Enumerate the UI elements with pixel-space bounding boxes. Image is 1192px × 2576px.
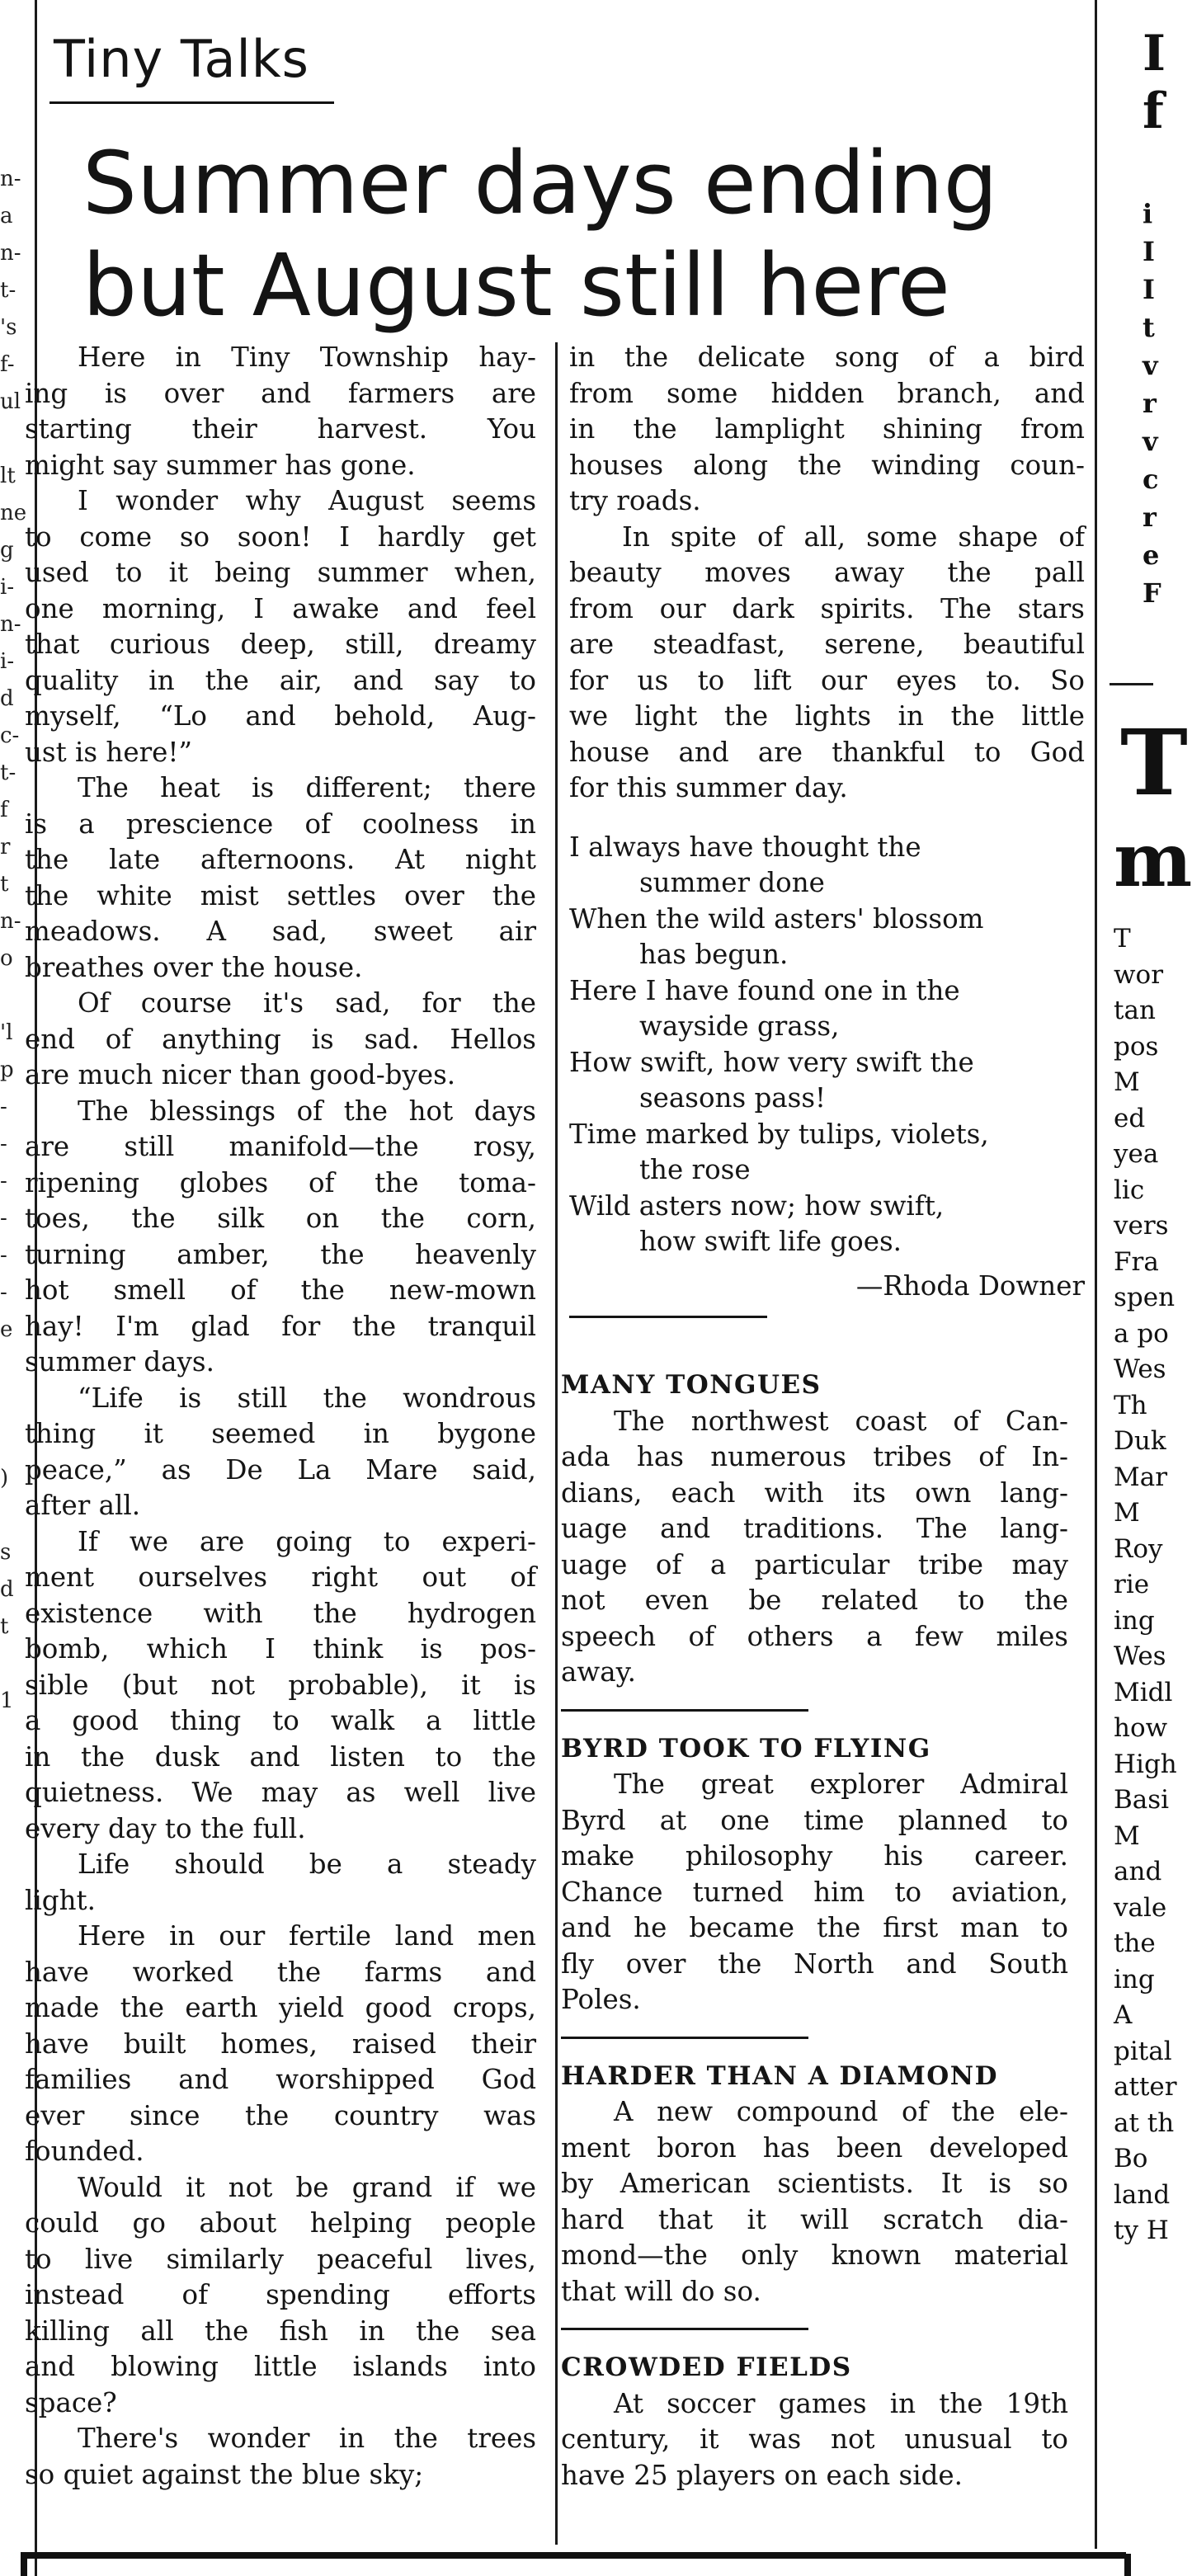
short-item-line: uage and traditions. The lang- xyxy=(561,1513,1068,1544)
right-fragment: M xyxy=(1114,1498,1140,1528)
article-line: the late afternoons. At night xyxy=(25,844,536,875)
right-fragment: vers xyxy=(1114,1211,1169,1241)
left-fragment: f- xyxy=(0,352,15,377)
short-item-line: have 25 players on each side. xyxy=(561,2459,963,2491)
article-line: end of anything is sad. Hellos xyxy=(25,1023,536,1055)
short-item-line: speech of others a few miles xyxy=(561,1620,1068,1652)
short-item-headline: MANY TONGUES xyxy=(561,1370,822,1400)
poem xyxy=(569,830,1085,1260)
left-fragment: 'l xyxy=(0,1020,13,1045)
left-fragment xyxy=(0,1868,25,1905)
left-fragment: e xyxy=(0,1317,13,1342)
section-divider xyxy=(569,1316,767,1318)
article-line: myself, “Lo and behold, Aug- xyxy=(25,700,536,732)
article-line: used to it being summer when, xyxy=(25,557,536,588)
left-fragment: - xyxy=(0,1206,7,1231)
right-fragment: Midl xyxy=(1114,1677,1173,1707)
left-fragment: a xyxy=(0,204,13,228)
right-fragment: ed xyxy=(1114,1103,1146,1133)
article-line: are steadfast, serene, beautiful xyxy=(569,629,1085,660)
article-line: is a prescience of coolness in xyxy=(25,808,536,840)
right-fragment: spen xyxy=(1114,1283,1176,1312)
short-item-body xyxy=(561,2386,1068,2494)
article-line: have worked the farms and xyxy=(25,1956,536,1988)
short-item-line: dians, each with its own lang- xyxy=(561,1476,1068,1509)
article-line: in the lamplight shining from xyxy=(569,413,1085,445)
article-line: In spite of all, some shape of xyxy=(622,520,1085,553)
left-fragment xyxy=(0,1794,25,1831)
article-line: one morning, I awake and feel xyxy=(25,592,536,624)
headline-line-2: but August still here xyxy=(82,235,950,336)
article-line: summer days. xyxy=(25,1346,214,1377)
right-fragment: i xyxy=(1143,198,1153,229)
short-item-line: Chance turned him to aviation, xyxy=(561,1876,1068,1908)
article-line: killing all the fish in the sea xyxy=(25,2315,536,2347)
left-fragment: - xyxy=(0,1169,7,1194)
article-line: “Life is still the wondrous xyxy=(78,1382,536,1414)
right-fragment: Roy xyxy=(1114,1533,1163,1564)
kicker-label: Tiny Talks xyxy=(54,29,309,89)
right-fragment: lic xyxy=(1114,1175,1145,1205)
article-line: thing it seemed in bygone xyxy=(25,1418,536,1449)
left-fragment xyxy=(0,1720,25,1757)
left-fragment xyxy=(0,977,25,1015)
right-fragment: yea xyxy=(1114,1139,1159,1169)
article-line: ment ourselves right out of xyxy=(25,1561,536,1593)
article-line: house and are thankful to God xyxy=(569,736,1085,768)
left-fragment: t- xyxy=(0,761,16,785)
short-item-line: fly over the North and South xyxy=(561,1947,1068,1980)
article-line: Life should be a steady xyxy=(78,1848,536,1880)
right-fragment: how xyxy=(1114,1713,1168,1743)
right-fragment: Wes xyxy=(1114,1641,1166,1671)
article-line: Here in our fertile land men xyxy=(78,1920,536,1952)
short-item-headline: BYRD TOOK TO FLYING xyxy=(561,1733,931,1764)
article-line: breathes over the house. xyxy=(25,951,363,983)
headline-line-1: Summer days ending xyxy=(82,133,998,233)
left-fragment xyxy=(0,1386,25,1423)
short-item-line: A new compound of the ele- xyxy=(614,2096,1068,2127)
poem-line: Here I have found one in the xyxy=(569,974,960,1006)
right-fragment: t xyxy=(1143,312,1155,343)
article-line: founded. xyxy=(25,2136,144,2167)
right-fragment: m xyxy=(1114,817,1192,904)
article-line: Of course it's sad, for the xyxy=(78,987,536,1019)
right-fragment: Wes xyxy=(1114,1354,1166,1384)
article-line: from our dark spirits. The stars xyxy=(569,592,1085,624)
right-fragment: r xyxy=(1143,502,1157,533)
article-line: hot smell of the new-mown xyxy=(25,1274,536,1306)
article-line: bomb, which I think is pos- xyxy=(25,1633,536,1665)
article-line: I wonder why August seems xyxy=(78,485,536,516)
article-line: The heat is different; there xyxy=(78,772,536,803)
article-line: ust is here!” xyxy=(25,736,193,768)
left-fragment: t xyxy=(0,1614,9,1639)
right-fragment: v xyxy=(1143,350,1158,381)
article-line: houses along the winding coun- xyxy=(569,449,1085,481)
right-fragment: I xyxy=(1143,25,1166,82)
right-fragment: F xyxy=(1143,577,1161,609)
right-fragment: r xyxy=(1143,388,1157,419)
right-fragment: Bo xyxy=(1114,2144,1148,2173)
article-line: quietness. We may as well live xyxy=(25,1777,536,1808)
right-fragment: c xyxy=(1143,464,1159,495)
left-fragment: t xyxy=(0,872,9,897)
right-fragment: pos xyxy=(1114,1031,1159,1062)
article-line: quality in the air, and say to xyxy=(25,664,536,696)
right-fragment: Duk xyxy=(1114,1426,1166,1456)
article-line: to live similarly peaceful lives, xyxy=(25,2243,536,2275)
section-divider xyxy=(561,1709,808,1712)
poem-line: how swift life goes. xyxy=(639,1226,902,1257)
article-line: we light the lights in the little xyxy=(569,700,1085,732)
left-fragment xyxy=(0,1831,25,1868)
left-fragment xyxy=(0,1646,25,1683)
article-line: ing is over and farmers are xyxy=(25,377,536,409)
article-line: If we are going to experi- xyxy=(78,1525,536,1557)
left-fragment: ul xyxy=(0,389,21,414)
left-fragment: d xyxy=(0,1577,14,1602)
article-line: instead of spending efforts xyxy=(25,2279,536,2310)
short-item-line: At soccer games in the 19th xyxy=(614,2387,1068,2419)
article-line: that curious deep, still, dreamy xyxy=(25,629,536,660)
right-fragment: Fra xyxy=(1114,1246,1159,1277)
short-item-line: away. xyxy=(561,1656,636,1688)
article-line: every day to the full. xyxy=(25,1812,306,1844)
kicker-underline xyxy=(49,101,334,104)
article-line: could go about helping people xyxy=(25,2207,536,2239)
article-line: ripening globes of the toma- xyxy=(25,1166,536,1199)
article-line: a good thing to walk a little xyxy=(25,1705,536,1736)
article-line: hay! I'm glad for the tranquil xyxy=(25,1310,536,1342)
article-line: ever since the country was xyxy=(25,2099,536,2131)
left-fragment: n- xyxy=(0,167,21,191)
article-line: space? xyxy=(25,2386,117,2418)
article-column-left xyxy=(25,340,536,2493)
article-line: the white mist settles over the xyxy=(25,879,536,911)
left-fragment: - xyxy=(0,1095,7,1119)
article-line: There's wonder in the trees xyxy=(78,2423,536,2454)
right-fragment: atter xyxy=(1114,2072,1177,2102)
right-fragment: ty H xyxy=(1114,2216,1169,2245)
left-fragment: t- xyxy=(0,278,16,303)
article-line: after all. xyxy=(25,1490,141,1521)
right-fragment: wor xyxy=(1114,959,1164,990)
article-line: The blessings of the hot days xyxy=(78,1095,536,1127)
bottom-box xyxy=(21,2554,1131,2576)
short-item-line: not even be related to the xyxy=(561,1585,1068,1616)
left-fragment: i- xyxy=(0,649,15,674)
article-line: in the delicate song of a bird xyxy=(569,341,1085,373)
left-fragment: c- xyxy=(0,723,20,748)
short-item-line: ada has numerous tribes of In- xyxy=(561,1441,1068,1472)
article-line: for this summer day. xyxy=(569,772,848,803)
right-fragment: v xyxy=(1143,426,1158,457)
right-fragment: Mar xyxy=(1114,1462,1168,1492)
article-line: starting their harvest. You xyxy=(25,413,536,445)
article-continuation xyxy=(569,340,1085,807)
left-fragment: 's xyxy=(0,315,17,340)
article-line: toes, the silk on the corn, xyxy=(25,1203,536,1234)
article-line: to come so soon! I hardly get xyxy=(25,520,536,553)
article-line: might say summer has gone. xyxy=(25,449,416,481)
left-fragment: i- xyxy=(0,575,15,600)
article-line: beauty moves away the pall xyxy=(569,557,1085,588)
right-fragment: ing xyxy=(1114,1964,1155,1994)
poem-line: seasons pass! xyxy=(639,1082,827,1114)
left-fragment: - xyxy=(0,1243,7,1268)
right-fragment: ing xyxy=(1114,1605,1155,1636)
poem-line: the rose xyxy=(639,1154,751,1185)
short-item-line: The northwest coast of Can- xyxy=(614,1405,1068,1437)
right-fragment: High xyxy=(1114,1749,1177,1779)
article-line: Would it not be grand if we xyxy=(78,2171,536,2203)
article-line: in the dusk and listen to the xyxy=(25,1740,536,1773)
left-fragment: n- xyxy=(0,909,21,934)
right-fragment: T xyxy=(1120,709,1188,816)
poem-line: How swift, how very swift the xyxy=(569,1046,974,1078)
article-line: and blowing little islands into xyxy=(25,2351,536,2382)
right-fragment: Th xyxy=(1114,1390,1147,1420)
left-fragment: ) xyxy=(0,1466,9,1491)
left-fragment: 1 xyxy=(0,1688,14,1713)
left-fragment: r xyxy=(0,835,11,859)
right-fragment: tan xyxy=(1114,996,1156,1025)
article-line: so quiet against the blue sky; xyxy=(25,2458,424,2490)
left-fragment: lt xyxy=(0,464,16,488)
article-line: meadows. A sad, sweet air xyxy=(25,916,536,947)
article-line: sible (but not probable), it is xyxy=(25,1669,536,1701)
article-line: try roads. xyxy=(569,485,701,516)
right-fragment: M xyxy=(1114,1820,1140,1851)
right-fragment: the xyxy=(1114,1928,1156,1958)
section-divider xyxy=(561,2037,808,2039)
left-fragment xyxy=(0,1349,25,1386)
left-fragment: f xyxy=(0,798,8,822)
poem-line: Time marked by tulips, violets, xyxy=(569,1118,989,1150)
left-fragment: g xyxy=(0,538,14,563)
article-line: made the earth yield good crops, xyxy=(25,1992,536,2023)
right-fragment: e xyxy=(1143,539,1160,571)
section-divider xyxy=(561,2328,808,2330)
short-item-line: The great explorer Admiral xyxy=(614,1768,1068,1800)
poem-attribution: —Rhoda Downer xyxy=(855,1269,1085,1302)
short-items-column xyxy=(561,1368,1068,2494)
left-fragment: ne xyxy=(0,501,27,525)
left-fragment: s xyxy=(0,1540,12,1565)
poem-line: summer done xyxy=(639,867,825,898)
short-item-line: uage of a particular tribe may xyxy=(561,1548,1068,1580)
left-fragment: - xyxy=(0,1280,7,1305)
left-fragment xyxy=(0,1757,25,1794)
short-item-line: make philosophy his career. xyxy=(561,1840,1068,1872)
right-fragment: I xyxy=(1143,274,1155,305)
left-fragment: p xyxy=(0,1057,14,1082)
right-fragment: land xyxy=(1114,2179,1171,2210)
left-fragment xyxy=(0,1497,25,1534)
left-fragment: - xyxy=(0,1132,7,1156)
right-fragment: and xyxy=(1114,1857,1162,1886)
right-fragment: pital xyxy=(1114,2036,1172,2066)
short-item-headline: HARDER THAN A DIAMOND xyxy=(561,2060,999,2091)
article-line: have built homes, raised their xyxy=(25,2027,536,2060)
short-item-body xyxy=(561,2094,1068,2310)
right-section-rule xyxy=(1110,683,1153,685)
right-fragment: A xyxy=(1114,2000,1133,2030)
article-line: for us to lift our eyes to. So xyxy=(569,664,1085,696)
short-item-line: hard that it will scratch dia- xyxy=(561,2203,1068,2235)
article-column-right xyxy=(569,340,1085,1318)
right-column-rule xyxy=(1095,0,1097,2549)
short-item-body xyxy=(561,1767,1068,2018)
right-fragment: T xyxy=(1114,924,1131,954)
short-item-line: and he became the first man to xyxy=(561,1912,1068,1943)
right-fragment: a po xyxy=(1114,1318,1169,1349)
article-line: are much nicer than good-byes. xyxy=(25,1059,456,1090)
article-line: peace,” as De La Mare said, xyxy=(25,1453,536,1486)
short-item-line: ment boron has been developed xyxy=(561,2131,1068,2164)
left-fragment xyxy=(0,421,25,458)
short-item-line: Byrd at one time planned to xyxy=(561,1804,1068,1836)
poem-line: Wild asters now; how swift, xyxy=(569,1189,945,1222)
left-fragment: n- xyxy=(0,241,21,266)
center-column-rule xyxy=(555,342,558,2545)
poem-line: I always have thought the xyxy=(569,831,921,863)
poem-line: When the wild asters' blossom xyxy=(569,902,984,935)
article-line: from some hidden branch, and xyxy=(569,377,1085,409)
adjacent-column-fragments-left xyxy=(0,161,25,1943)
article-line: turning amber, the heavenly xyxy=(25,1238,536,1270)
short-item-line: century, it was not unusual to xyxy=(561,2423,1068,2455)
right-fragment: rie xyxy=(1114,1570,1150,1599)
left-fragment: d xyxy=(0,686,14,711)
left-fragment xyxy=(0,1423,25,1460)
poem-line: wayside grass, xyxy=(639,1010,840,1042)
right-fragment: at th xyxy=(1114,2107,1175,2138)
short-item-line: mond—the only known material xyxy=(561,2239,1068,2271)
short-item-body xyxy=(561,1404,1068,1691)
article-line: Here in Tiny Township hay- xyxy=(78,341,536,373)
article-line: are still manifold—the rosy, xyxy=(25,1131,536,1162)
article-line: families and worshipped God xyxy=(25,2064,536,2095)
left-fragment xyxy=(0,1905,25,1943)
short-item-line: Poles. xyxy=(561,1984,641,2015)
right-fragment: f xyxy=(1143,82,1164,140)
left-fragment: n- xyxy=(0,612,21,637)
right-fragment: M xyxy=(1114,1067,1140,1097)
short-item-headline: CROWDED FIELDS xyxy=(561,2352,852,2382)
right-fragment: Basi xyxy=(1114,1785,1170,1815)
article-line: existence with the hydrogen xyxy=(25,1597,536,1629)
short-item-line: by American scientists. It is so xyxy=(561,2168,1068,2199)
left-fragment: o xyxy=(0,946,13,971)
short-item-line: that will do so. xyxy=(561,2275,761,2307)
headline xyxy=(82,132,1097,337)
right-fragment: vale xyxy=(1114,1892,1167,1923)
poem-line: has begun. xyxy=(639,939,789,970)
article-line: light. xyxy=(25,1884,96,1916)
right-fragment: I xyxy=(1143,236,1155,267)
